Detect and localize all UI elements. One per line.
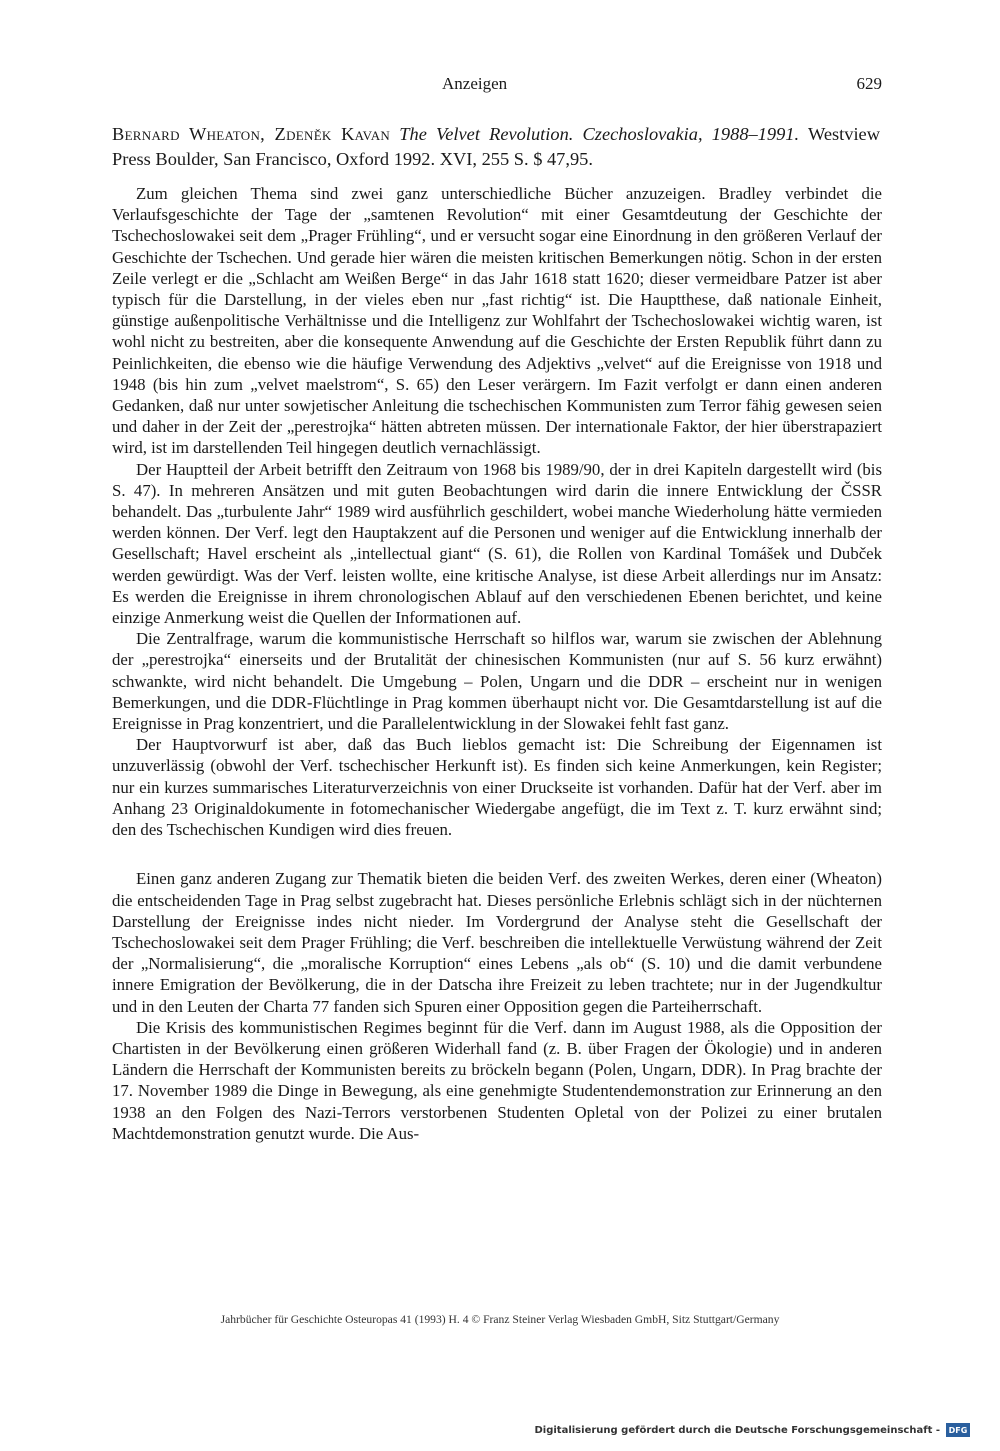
paragraph: Der Hauptteil der Arbeit betrifft den Zeitraum von 1968 bis 1989/90, der in drei Kapiteln dargestellt wird (bis S. 47). In mehreren Ansätzen und mit guten Beobachtungen wird darin die innere Entwicklung der ČSSR behandelt. Das „turbulente Jahr“ 1989 wird ausführlich geschildert, wobei manche Wiederholung hätte vermieden werden können. Der Verf. legt den Hauptakzent auf die Personen und weniger auf die Entwicklung innerhalb der Gesellschaft; Havel erscheint als „intellectual giant“ (S. 61), die Rollen von Kardinal Tomášek und Dubček werden gewürdigt. Was der Verf. leisten wollte, eine kritische Analyse, ist diese Arbeit allerdings nur im Ansatz: Es werden die Ereignisse in ihrem chronologischen Ablauf auf den verschiedenen Ebenen berichtet, und keine einzige Anmerkung weist die Quellen der Informationen auf. <box>112 459 882 628</box>
journal-footer: Jahrbücher für Geschichte Osteuropas 41 (1993) H. 4 © Franz Steiner Verlag Wiesbaden GmbH, Sitz Stuttgart/Germany <box>220 1313 780 1326</box>
paragraph: Die Krisis des kommunistischen Regimes beginnt für die Verf. dann im August 1988, als die Opposition der Chartisten in der Bevölkerung einen größeren Widerhall fand (z. B. über Fragen der Ökologie) und in anderen Ländern die Herrschaft der Kommunisten bereits zu bröckeln begann (Polen, Ungarn, DDR). In Prag brachte der 17. November 1989 die Dinge in Bewegung, als eine genehmigte Studentendemonstration zur Erinnerung an den 1938 an den Folgen des Nazi-Terrors verstorbenen Studenten Opletal von der Polizei zu einer brutalen Machtdemonstration genutzt wurde. Die Aus- <box>112 1017 882 1143</box>
paragraph: Einen ganz anderen Zugang zur Thematik bieten die beiden Verf. des zweiten Werkes, deren einer (Wheaton) die entscheidenden Tage in Prag selbst zugebracht hat. Dieses persönliche Erlebnis schlägt sich in der nüchternen Darstellung der Ereignisse indes nicht nieder. Im Vordergrund der Analyse steht die Gesellschaft der Tschechoslowakei seit dem Prager Frühling; die Verf. beschreiben die intellektuelle Verwüstung während der Zeit der „Normalisierung“, die „moralische Korruption“ eines Lebens „als ob“ (S. 10) und die damit verbundene innere Emigration der Bevölkerung, die in der Datscha ihre Freizeit zu leben trachtete; nur in der Jugendkultur und in den Leuten der Charta 77 fanden sich Spuren einer Opposition gegen die Parteiherrschaft. <box>112 869 882 1016</box>
page-number: 629 <box>856 74 882 93</box>
digitization-note-text: Digitalisierung gefördert durch die Deutsche Forschungsgemeinschaft - <box>534 1424 940 1436</box>
dfg-logo: DFG <box>946 1423 970 1437</box>
book-imprint: Westview Press Boulder, San Francisco, Oxford 1992. XVI, 255 S. $ 47,95. <box>112 124 880 169</box>
paragraph: Der Hauptvorwurf ist aber, daß das Buch lieblos gemacht ist: Die Schreibung der Eigennamen ist unzuverlässig (obwohl der Verf. tschechischer Herkunft ist). Es finden sich keine Anmerkungen, kein Register; nur ein kurzes summarisches Literaturverzeichnis von einer Druckseite ist vorhanden. Dafür hat der Verf. aber im Anhang 23 Originaldokumente in fotomechanischer Wiedergabe angefügt, die im Text z. T. kurz erwähnt sind; den des Tschechischen Kundigen wird dies freuen. <box>112 735 882 840</box>
paragraph: Zum gleichen Thema sind zwei ganz unterschiedliche Bücher anzuzeigen. Bradley verbindet die Verlaufsgeschichte der Tage der „samtenen Revolution“ mit einer Gesamtdeutung der Geschichte der Tschechoslowakei seit dem „Prager Frühling“, und er versucht sogar eine Einordnung in den größeren Verlauf der Geschichte der Tschechen. Und gerade hier wären die meisten kritischen Bemerkungen nötig. Schon in der ersten Zeile verlegt er die „Schlacht am Weißen Berge“ in das Jahr 1618 statt 1620; dieser vermeidbare Patzer ist aber typisch für die Darstellung, in der vieles eben nur „fast richtig“ ist. Die Hauptthese, daß nationale Einheit, günstige außenpolitische Verhältnisse und die Intelligenz zur Wohlfahrt der Tschechoslowakei wichtig waren, ist wohl nicht zu bestreiten, aber die konsequente Anwendung auf die Geschichte der Ersten Republik führt dann zu Peinlichkeiten, die ebenso wie die häufige Verwendung des Adjektivs „velvet“ auf die Ereignisse von 1918 und 1948 (bis hin zum „velvet maelstrom“, S. 65) den Leser verärgern. Im Fazit verfolgt er dann einen anderen Gedanken, daß nur unter sowjetischer Anleitung die tschechischen Kommunisten zum Terror fähig gewesen seien und daher in der Zeit der „perestrojka“ hätten abtreten müssen. Der internationale Faktor, der hier überstrapaziert wird, ist im darstellenden Teil hingegen deutlich vernachlässigt. <box>112 184 882 458</box>
review-body <box>112 183 882 1144</box>
digitization-note <box>534 1423 970 1437</box>
running-head-section: Anzeigen <box>442 74 508 93</box>
running-head <box>0 74 1000 100</box>
book-title: The Velvet Revolution. Czechoslovakia, 1988–1991. <box>399 124 800 144</box>
book-entry-heading <box>112 122 880 172</box>
paragraph: Die Zentralfrage, warum die kommunistische Herrschaft so hilflos war, warum sie zwischen der Ablehnung der „perestrojka“ einerseits und der Brutalität der chinesischen Kommunisten (nur auf S. 56 kurz erwähnt) schwankte, wird nicht behandelt. Die Umgebung – Polen, Ungarn und die DDR – erscheint nur in wenigen Bemerkungen, und die DDR-Flüchtlinge in Prag kommen überhaupt nicht vor. Die Gesamtdarstellung ist auf die Ereignisse in Prag konzentriert, und die Parallelentwicklung in der Slowakei fehlt fast ganz. <box>112 629 882 734</box>
book-authors: Bernard Wheaton, Zdeněk Kavan <box>112 124 391 144</box>
